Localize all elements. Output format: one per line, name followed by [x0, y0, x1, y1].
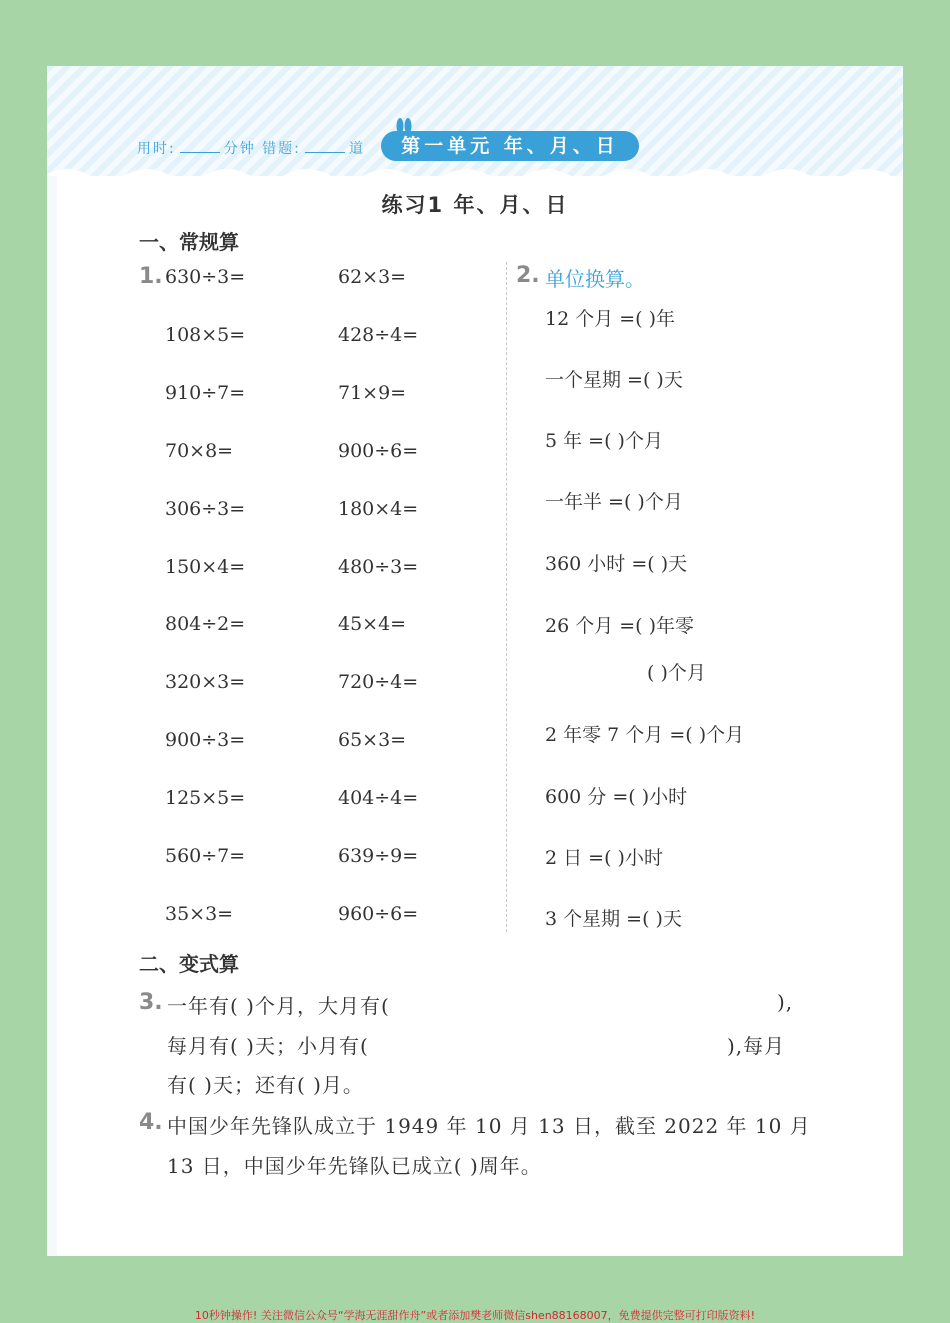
question-number-4: 4.	[139, 1110, 163, 1135]
time-label: 用时:	[137, 141, 176, 157]
page-left-edge	[47, 176, 57, 1256]
minute-label: 分钟	[223, 141, 256, 157]
calc-problem: 480÷3=	[338, 555, 419, 578]
banner-wave-edge	[47, 162, 903, 182]
conversion-item: 一个星期 =( )天	[545, 369, 683, 391]
conversion-item: 一年半 =( )个月	[545, 491, 683, 513]
errors-blank[interactable]	[305, 152, 345, 153]
calc-problem: 65×3=	[338, 729, 407, 752]
calc-problem: 720÷4=	[338, 671, 419, 694]
calc-problem: 900÷6=	[338, 439, 419, 462]
calc-problem: 108×5=	[165, 323, 246, 346]
conversion-item: 360 小时 =( )天	[545, 553, 688, 575]
q3-line-2-end: ),每月	[727, 1034, 786, 1058]
q3-line-1-end: ),	[777, 990, 794, 1014]
calc-problem: 900÷3=	[165, 729, 246, 752]
footer-notice: 10秒钟操作! 关注微信公众号“学海无涯甜作舟”或者添加樊老师微信shen88168007，免费提供完整可打印版资料!	[194, 1309, 756, 1322]
calc-problem: 71×9=	[338, 381, 407, 404]
q3-line-3: 有( )天；还有( )月。	[167, 1073, 364, 1097]
page-title: 练习1 年、月、日	[381, 193, 569, 217]
conversion-item: 5 年 =( )个月	[545, 430, 663, 452]
calc-problem: 70×8=	[165, 439, 234, 462]
unit-conversion-heading: 单位换算。	[545, 267, 645, 291]
conversion-item: 600 分 =( )小时	[545, 786, 688, 808]
section-heading-routine: 一、常规算	[139, 230, 239, 254]
calc-problem: 804÷2=	[165, 613, 246, 636]
q3-line-2: 每月有( )天；小月有(	[167, 1034, 369, 1058]
calc-problem: 125×5=	[165, 787, 246, 810]
q4-line-2: 13 日，中国少年先锋队已成立( )周年。	[167, 1154, 542, 1178]
calc-problem: 960÷6=	[338, 902, 419, 925]
q3-line-1: 一年有( )个月，大月有(	[167, 994, 390, 1018]
conversion-item: 2 日 =( )小时	[545, 847, 663, 869]
q4-line-1: 中国少年先锋队成立于 1949 年 10 月 13 日，截至 2022 年 10 月	[167, 1114, 811, 1138]
conversion-item: ( )个月	[647, 662, 706, 684]
calc-problem: 150×4=	[165, 555, 246, 578]
conversion-item: 2 年零 7 个月 =( )个月	[545, 724, 745, 746]
time-errors-record	[137, 138, 365, 158]
calc-problem: 630÷3=	[165, 266, 246, 288]
calc-problem: 560÷7=	[165, 845, 246, 867]
calc-problem: 910÷7=	[165, 381, 246, 404]
calc-problem: 404÷4=	[338, 787, 419, 810]
errors-label: 错题:	[262, 141, 301, 157]
section-heading-variant: 二、变式算	[139, 952, 239, 976]
calc-problem: 306÷3=	[165, 497, 246, 520]
count-label: 道	[348, 141, 365, 157]
question-number-2: 2.	[516, 263, 540, 288]
question-number-1: 1.	[139, 264, 163, 289]
conversion-item: 12 个月 =( )年	[545, 308, 676, 330]
conversion-item: 3 个星期 =( )天	[545, 908, 682, 930]
column-divider	[506, 262, 507, 932]
calc-problem: 45×4=	[338, 613, 407, 636]
question-number-3: 3.	[139, 990, 163, 1015]
calc-problem: 320×3=	[165, 671, 246, 694]
conversion-item: 26 个月 =( )年零	[545, 615, 695, 637]
time-blank[interactable]	[180, 152, 220, 153]
unit-title-badge: 第一单元 年、月、日	[381, 131, 639, 161]
calc-problem: 35×3=	[165, 902, 234, 925]
calc-problem: 180×4=	[338, 497, 419, 520]
calc-problem: 639÷9=	[338, 845, 419, 867]
worksheet-page	[47, 66, 903, 1256]
calc-problem: 62×3=	[338, 266, 407, 288]
calc-problem: 428÷4=	[338, 323, 419, 346]
